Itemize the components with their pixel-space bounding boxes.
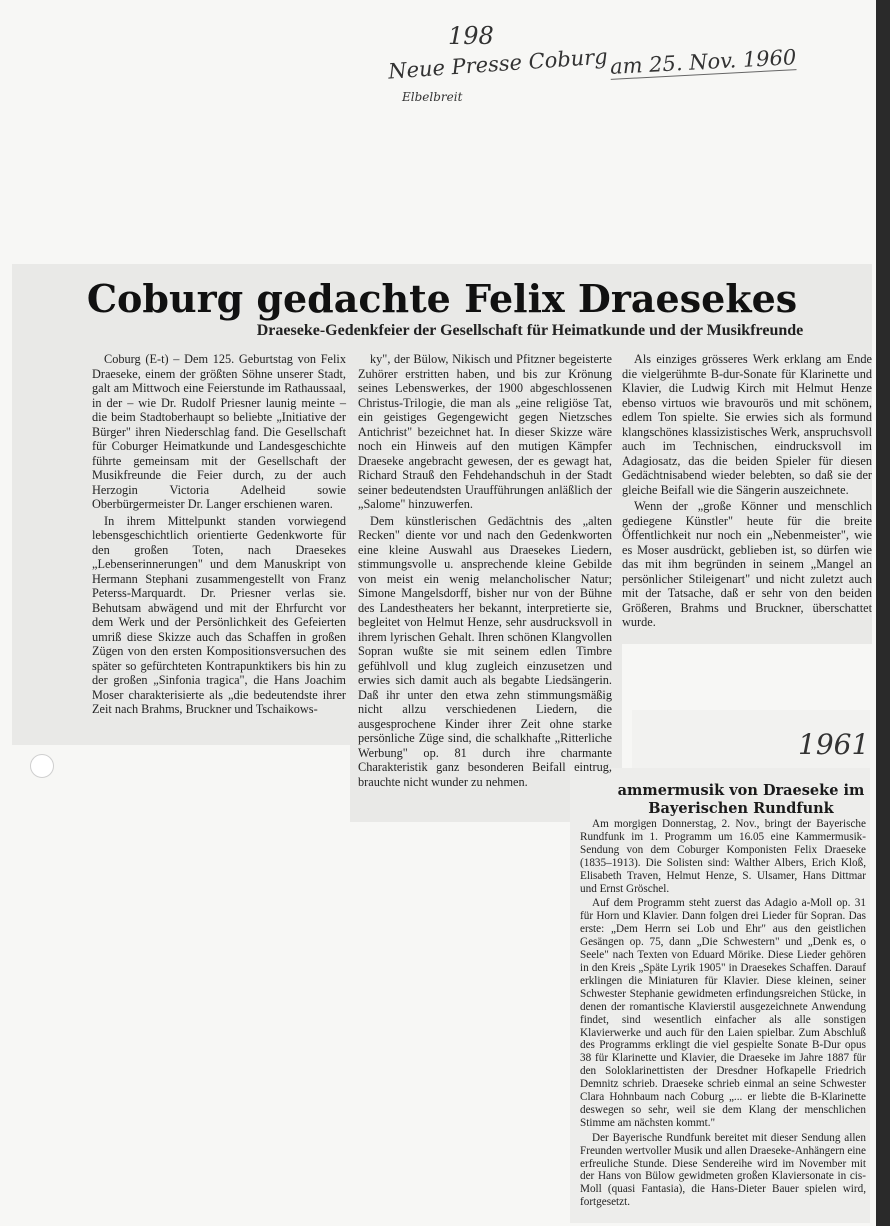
paragraph: Als einziges grösseres Werk erklang am Ende die vielgerühmte B-dur-Sonate für Klarinette und Klavier, die Ludwig Kirch mit Helmut Henze ebenso virtuos wie bravourös und mit schönem, edlem Ton spielte. Sie erwies sich als formund klangschönes klassizistisches Werk, anspruchsvoll auch im Technischen, eindrucksvoll im Adagiosatz, das die beiden Spieler für diesen Gedächtnisabend wieder belebten, so daß sie der gleiche Beifall wie die Sängerin auszeichnete. — [622, 352, 872, 497]
handwritten-note: Elbelbreit — [402, 90, 463, 104]
paragraph: In ihrem Mittelpunkt standen vorwiegend lebensgeschichtlich orientierte Gedenkworte für den großen Toten, nach Draesekes „Lebenserinnerungen" und dem Manuskript von Hermann Stephani zusammengestellt von Franz Peterss-Marquardt. Dr. Priesner verlas sie. Behutsam abwägend und mit der Ehrfurcht vor dem Werk und der Persönlichkeit des Gefeierten umriß diese Skizze auch das Schaffen in großen Zügen von den ersten Kompositionsversuchen des später so gefürchteten Kontrapunktikers bis hin zu der großen „Sinfonia tragica", die Hans Joachim Moser charakterisierte als „die bedeutendste ihrer Zeit nach Brahms, Bruckner und Tschaikows- — [92, 513, 346, 716]
article-subhead: Draeseke-Gedenkfeier der Gesellschaft für Heimatkunde und der Musikfreunde — [256, 322, 804, 339]
article-headline: Coburg gedachte Felix Draesekes — [86, 276, 798, 321]
paragraph: ky", der Bülow, Nikisch und Pfitzner begeisterte Zuhörer erstritten haben, und bis zur Krönung seines Lebenswerkes, der 1900 abgeschlossenen Christus-Trilogie, die man als „eine religiöse Tat, ein geistiges Gegengewicht gegen Nietzsches Antichrist" bezeichnet hat. In dieser Skizze wäre noch ein Hinweis auf den mutigen Kämpfer Draeseke angebracht gewesen, der es gewagt hat, Richard Strauß den Fehdehandschuh in der Stadt seiner bedeutendsten Uraufführungen anläßlich der „Salome" hinzuwerfen. — [358, 352, 612, 511]
paragraph: Wenn der „große Könner und menschlich gediegene Künstler" heute für die breite Öffentlichkeit nur noch ein „Nebenmeister", wie es Moser ausdrückt, geblieben ist, so dürfen wie das mit ihm begründen in seinem „Mangel an persönlicher Stileigenart" und nicht zuletzt auch mit der Tatsache, daß er sehr von den beiden Größeren, Brahms und Bruckner, überschattet wurde. — [622, 499, 872, 629]
article-column-2 — [358, 352, 612, 791]
second-article-body — [580, 818, 866, 1211]
paragraph: Am morgigen Donnerstag, 2. Nov., bringt der Bayerische Rundfunk im 1. Programm um 16.05 eine Kammermusik-Sendung von dem Coburger Komponisten Felix Draeseke (1835–1913). Die Solisten sind: Walther Albers, Erich Kloß, Elisabeth Traven, Helmut Henze, S. Ulsamer, Hans Dittmar und Ernst Gröschel. — [580, 818, 866, 895]
punch-hole — [30, 754, 54, 778]
paragraph: Coburg (E-t) – Dem 125. Geburtstag von Felix Draeseke, einem der größten Söhne unserer Stadt, galt am Mittwoch eine Feierstunde im Rathaussaal, in der – wie Dr. Rudolf Priesner launig meinte – die beim Stadtoberhaupt so beliebte „Initiative der Bürger" ihren Niederschlag fand. Die Gesellschaft für Coburger Heimatkunde und Landesgeschichte führte gemeinsam mit der Gesellschaft der Musikfreunde die Feier durch, zu der auch Herzogin Victoria Adelheid sowie Oberbürgermeister Dr. Langer erschienen waren. — [92, 352, 346, 511]
scanner-edge — [876, 0, 890, 1226]
handwritten-source: Neue Presse Coburg — [387, 44, 609, 84]
second-article-headline: ammermusik von Draeseke im Bayerischen Rundfunk — [617, 782, 865, 817]
handwritten-date: am 25. Nov. 1960 — [609, 45, 797, 79]
handwritten-year: 1961 — [798, 728, 870, 761]
paragraph: Auf dem Programm steht zuerst das Adagio a-Moll op. 31 für Horn und Klavier. Dann folgen drei Lieder für Sopran. Das erste: „Dem Herrn sei Lob und Ehr" aus den geistlichen Gesängen op. 75, dann „Die Schwestern" und „Denk es, o Seele" nach Texten von Eduard Mörike. Diese Lieder gehören in den Kreis „Späte Lyrik 1905" in Draesekes Schaffen. Darauf erklingen die Miniaturen für Klavier. Diese kleinen, seiner Schwester Stephanie gewidmeten erfindungsreichen Stücke, in denen der romantische Klavierstil ausgezeichnete Anwendung findet, sind wesentlich einfacher als alle sonstigen Klavierwerke und auch für den Laien spielbar. Zum Abschluß des Programms erklingt die viel gespielte Sonate B-Dur opus 38 für Klarinette und Klavier, die Draeseke im Jahre 1887 für den Soloklarinettisten der Dresdner Hofkapelle Friedrich Demnitz schrieb. Draeseke schrieb einmal an seine Schwester Clara Hohnbaum nach Coburg „... er liebte die B-Klarinette deswegen so sehr, weil sie dem Klang der menschlichen Stimme am nächsten kommt." — [580, 897, 866, 1129]
paragraph: Der Bayerische Rundfunk bereitet mit dieser Sendung allen Freunden wertvoller Musik und allen Draeseke-Anhängern eine erfreuliche Stunde. Diese Sendereihe wird im November mit der Hans von Bülow gewidmeten großen Klaviersonate in cis-Moll (quasi Fantasia), die Hans-Dieter Bauer spielen wird, fortgesetzt. — [580, 1131, 866, 1209]
article-column-3 — [622, 352, 872, 632]
paragraph: Dem künstlerischen Gedächtnis des „alten Recken" diente vor und nach den Gedenkworten eine kleine Auswahl aus Draesekes Liedern, stimmungsvolle u. ansprechende kleine Gebilde von meist ein wenig melancholischer Natur; Simone Mangelsdorff, bisher nur von der Bühne des Landestheaters her bekannt, interpretierte sie, begleitet von Helmut Henze, sehr ausdrucksvoll in ihrem lyrischen Gehalt. Ihren schönen Klangvollen Sopran wußte sie mit seinem edlen Timbre gefühlvoll und klug zugleich einzusetzen und erwies sich damit auch als begabte Liedsängerin. Daß ihr unter den etwa zehn stimmungsmäßig nicht allzu verschiedenen Liedern, die ausgesprochene Kinder ihrer Zeit ohne starke persönliche Züge sind, die schalkhafte „Ritterliche Werbung" op. 81 durch ihre charmante Charakteristik ganz besonderen Beifall eintrug, brauchte nicht wunder zu nehmen. — [358, 513, 612, 789]
handwritten-page-number: 198 — [448, 22, 494, 50]
article-column-1 — [92, 352, 346, 719]
